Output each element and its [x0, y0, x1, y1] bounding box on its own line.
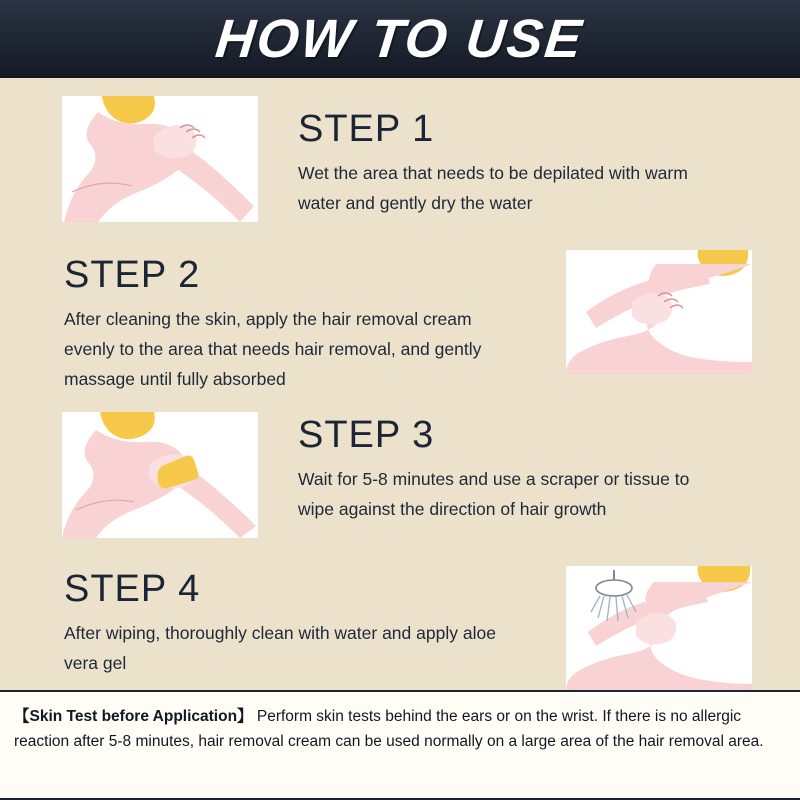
steps-container	[0, 78, 800, 690]
step-block-4	[64, 566, 752, 690]
step1-description: Wet the area that needs to be depilated with warm water and gently dry the water	[298, 163, 688, 214]
step3-description: Wait for 5-8 minutes and use a scraper or tissue to wipe against the direction of hair growth	[298, 469, 690, 520]
step2-illustration	[566, 250, 752, 374]
skin-test-note-highlight: 【Skin Test before Application】	[14, 708, 253, 725]
header-banner	[0, 0, 800, 78]
step-block-1	[62, 96, 718, 222]
skin-test-note-text	[14, 704, 786, 754]
step1-label: STEP 1	[298, 108, 435, 150]
step2-label: STEP 2	[64, 254, 201, 296]
step3-label: STEP 3	[298, 414, 435, 456]
step4-illustration	[566, 566, 752, 690]
step-block-3	[62, 412, 718, 538]
step-block-2	[64, 250, 752, 394]
page-title: HOW TO USE	[213, 9, 587, 69]
step4-text	[64, 570, 524, 678]
step1-text	[298, 110, 718, 218]
step3-illustration	[62, 412, 258, 538]
step2-description: After cleaning the skin, apply the hair removal cream evenly to the area that needs hair removal, and gently massage until fully absorbed	[64, 309, 482, 390]
step2-text	[64, 256, 524, 394]
step3-text	[298, 416, 718, 524]
step4-label: STEP 4	[64, 568, 201, 610]
skin-test-note-body: Perform skin tests behind the ears or on the wrist. If there is no allergic reaction after 5-8 minutes, hair removal cream can be used normally on a large area of the hair removal area.	[14, 708, 764, 751]
skin-test-note	[0, 690, 800, 800]
step1-illustration	[62, 96, 258, 222]
step4-description: After wiping, thoroughly clean with water and apply aloe vera gel	[64, 623, 496, 674]
